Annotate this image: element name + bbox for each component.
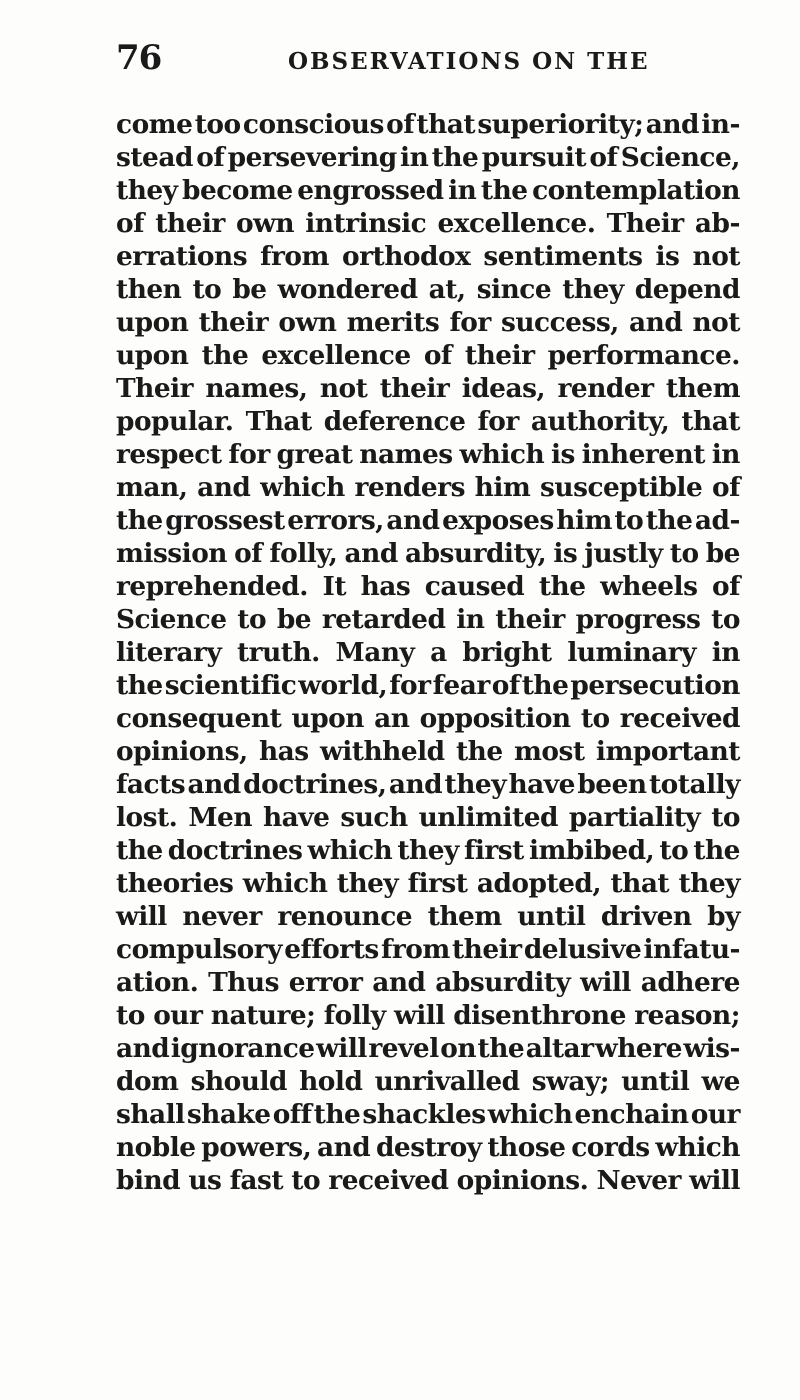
text-line: reprehended. It has caused the wheels of [116, 571, 740, 602]
running-head [112, 38, 752, 78]
text-line: they become engrossed in the contemplation [116, 175, 740, 206]
text-line: the grossest errors, and exposes him to the ad- [116, 505, 740, 536]
text-line: theories which they first adopted, that they [116, 868, 740, 899]
text-line: shall shake off the shackles which enchain our [116, 1099, 740, 1130]
text-line: compulsory efforts from their delusive infatu- [116, 934, 740, 965]
text-line: upon their own merits for success, and not [116, 307, 740, 338]
text-line: of their own intrinsic excellence. Their ab- [116, 208, 740, 239]
text-line: literary truth. Many a bright luminary in [116, 637, 740, 668]
text-line: popular. That deference for authority, that [116, 406, 740, 437]
text-line: respect for great names which is inherent in [116, 439, 740, 470]
text-line: lost. Men have such unlimited partiality to [116, 802, 740, 833]
text-line: noble powers, and destroy those cords which [116, 1132, 740, 1163]
text-line: consequent upon an opposition to received [116, 703, 740, 734]
text-line: the doctrines which they first imbibed, to the [116, 835, 740, 866]
text-line: then to be wondered at, since they depend [116, 274, 740, 305]
text-line: come too conscious of that superiority; and in- [116, 109, 740, 140]
body-text [116, 108, 740, 1197]
text-line: upon the excellence of their performance. [116, 340, 740, 371]
text-line: and ignorance will revel on the altar where wis- [116, 1033, 740, 1064]
text-line: ation. Thus error and absurdity will adhere [116, 967, 740, 998]
text-line: Science to be retarded in their progress to [116, 604, 740, 635]
page-number: 76 [116, 38, 162, 78]
text-line: facts and doctrines, and they have been totally [116, 769, 740, 800]
text-line: the scientific world, for fear of the persecution [116, 670, 740, 701]
text-line: man, and which renders him susceptible of [116, 472, 740, 503]
text-line: errations from orthodox sentiments is not [116, 241, 740, 272]
text-line: mission of folly, and absurdity, is justly to be [116, 538, 740, 569]
text-line: bind us fast to received opinions. Never will [116, 1165, 740, 1196]
text-line: to our nature; folly will disenthrone reason; [116, 1000, 740, 1031]
text-line: opinions, has withheld the most important [116, 736, 740, 767]
text-line: dom should hold unrivalled sway; until we [116, 1066, 740, 1097]
text-line: stead of persevering in the pursuit of Science, [116, 142, 740, 173]
running-title: OBSERVATIONS ON THE [288, 48, 650, 75]
text-line: Their names, not their ideas, render them [116, 373, 740, 404]
text-line: will never renounce them until driven by [116, 901, 740, 932]
